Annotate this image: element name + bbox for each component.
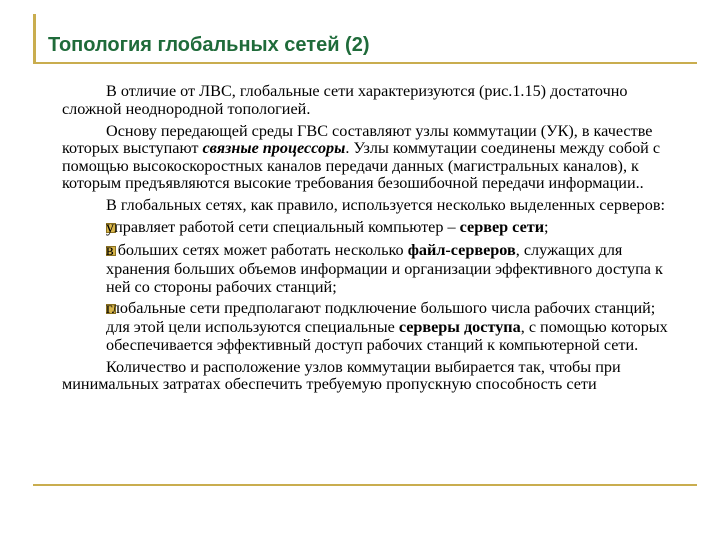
paragraph-text-continued: . Узлы коммутации соединены между собой с помощью высокоскоростных каналов передачи данных (магистральных каналов), к которым предъявляются высокие требования безошибочной передачи информации.. [62, 139, 661, 193]
title-frame [33, 14, 697, 64]
bold-file-servers: файл-серверов [407, 241, 516, 260]
bottom-divider [33, 484, 697, 486]
bold-access-servers: серверы доступа [398, 318, 521, 337]
bullet-text-continued: ; [544, 218, 549, 237]
paragraph-dedicated-servers [62, 197, 672, 215]
square-bullet-icon [62, 219, 106, 238]
bullet-text: глобальные сети предполагают подключение большого числа рабочих станций; для этой цели используются специальные [106, 299, 656, 337]
emphasis-communication-processors: связные процессоры [202, 139, 346, 158]
square-bullet-icon [62, 242, 106, 261]
bullet-text-continued: , с помощью которых обеспечивается эффективный доступ рабочих станций к компьютерной сети. [106, 318, 668, 354]
paragraph-switching-nodes [62, 123, 672, 193]
square-bullet-icon [62, 300, 106, 319]
slide-body [62, 83, 672, 398]
bullet-text-continued: , служащих для хранения больших объемов информации и организации эффективного доступа к ней со стороны рабочих станций; [106, 241, 663, 296]
bullet-item-network-server [62, 219, 672, 238]
slide-title: Топология глобальных сетей (2) [48, 34, 370, 56]
paragraph-node-placement [62, 359, 672, 394]
paragraph-text: В отличие от ЛВС, глобальные сети характеризуются (рис.1.15) достаточно сложной неоднородной топологией. [62, 82, 628, 118]
bullet-text: управляет работой сети специальный компьютер – [106, 218, 460, 237]
paragraph-lan-comparison [62, 83, 672, 118]
paragraph-text: В глобальных сетях, как правило, используется несколько выделенных серверов: [106, 196, 666, 215]
bullet-item-access-servers [62, 300, 672, 354]
paragraph-text: Количество и расположение узлов коммутации выбирается так, чтобы при минимальных затратах обеспечить требуемую пропускную способность сети [62, 357, 621, 394]
bullet-text: в больших сетях может работать несколько [106, 241, 408, 260]
bullet-item-file-servers [62, 242, 672, 296]
paragraph-text: Основу передающей среды ГВС составляют узлы коммутации (УК), в качестве которых выступают [62, 121, 653, 158]
bold-network-server: сервер сети [459, 218, 545, 237]
